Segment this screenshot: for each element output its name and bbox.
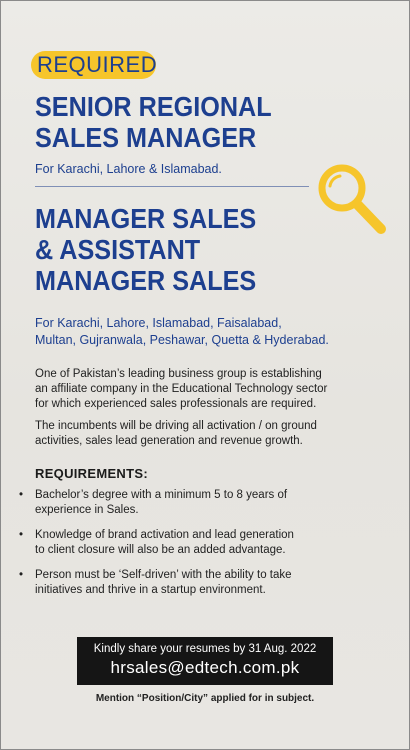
intro-line: an affiliate company in the Educational Technology sector xyxy=(35,383,328,395)
contact-email[interactable]: hrsales@edtech.com.pk xyxy=(110,658,300,677)
position1-title xyxy=(35,91,272,153)
resume-submission-box xyxy=(77,637,333,685)
position2-cities-line: Multan, Gujranwala, Peshawar, Quetta & Hyderabad. xyxy=(35,333,329,347)
position2-title-line: MANAGER SALES xyxy=(35,265,257,296)
requirement-line: Knowledge of brand activation and lead generation xyxy=(35,529,294,541)
requirement-item xyxy=(19,528,379,558)
position2-title-line: MANAGER SALES xyxy=(35,203,257,234)
position2-cities xyxy=(35,315,329,349)
position1-title-line: SALES MANAGER xyxy=(35,122,257,153)
position1-cities: For Karachi, Lahore & Islamabad. xyxy=(35,162,222,176)
requirements-heading: REQUIREMENTS: xyxy=(35,466,148,481)
requirement-item xyxy=(19,488,379,518)
position2-cities-line: For Karachi, Lahore, Islamabad, Faisalabad, xyxy=(35,316,282,330)
requirements-list xyxy=(19,488,379,608)
requirement-line: Bachelor’s degree with a minimum 5 to 8 years of xyxy=(35,489,288,501)
intro-paragraph xyxy=(35,367,375,412)
duties-line: The incumbents will be driving all activation / on ground xyxy=(35,420,317,432)
requirement-line: Person must be ‘Self-driven’ with the ability to take xyxy=(35,569,292,581)
section-divider xyxy=(35,186,309,187)
position1-title-line: SENIOR REGIONAL xyxy=(35,91,272,122)
bullet-icon: • xyxy=(19,489,24,501)
duties-paragraph xyxy=(35,419,375,449)
required-tag: REQUIRED xyxy=(37,52,158,77)
position2-title xyxy=(35,203,256,296)
requirement-line: to client closure will also be an added advantage. xyxy=(35,544,286,556)
intro-line: for which experienced sales professionals are required. xyxy=(35,398,317,410)
duties-line: activities, sales lead generation and revenue growth. xyxy=(35,435,303,447)
bullet-icon: • xyxy=(19,569,24,581)
requirement-line: experience in Sales. xyxy=(35,504,139,516)
subject-instruction: Mention “Position/City” applied for in subject. xyxy=(95,693,315,704)
search-icon xyxy=(315,161,389,242)
position2-title-line: & ASSISTANT xyxy=(35,234,201,265)
requirement-line: initiatives and thrive in a startup environment. xyxy=(35,584,266,596)
resume-deadline: Kindly share your resumes by 31 Aug. 2022 xyxy=(93,643,317,655)
intro-line: One of Pakistan’s leading business group is establishing xyxy=(35,368,322,380)
bullet-icon: • xyxy=(19,529,24,541)
requirement-item xyxy=(19,568,379,598)
